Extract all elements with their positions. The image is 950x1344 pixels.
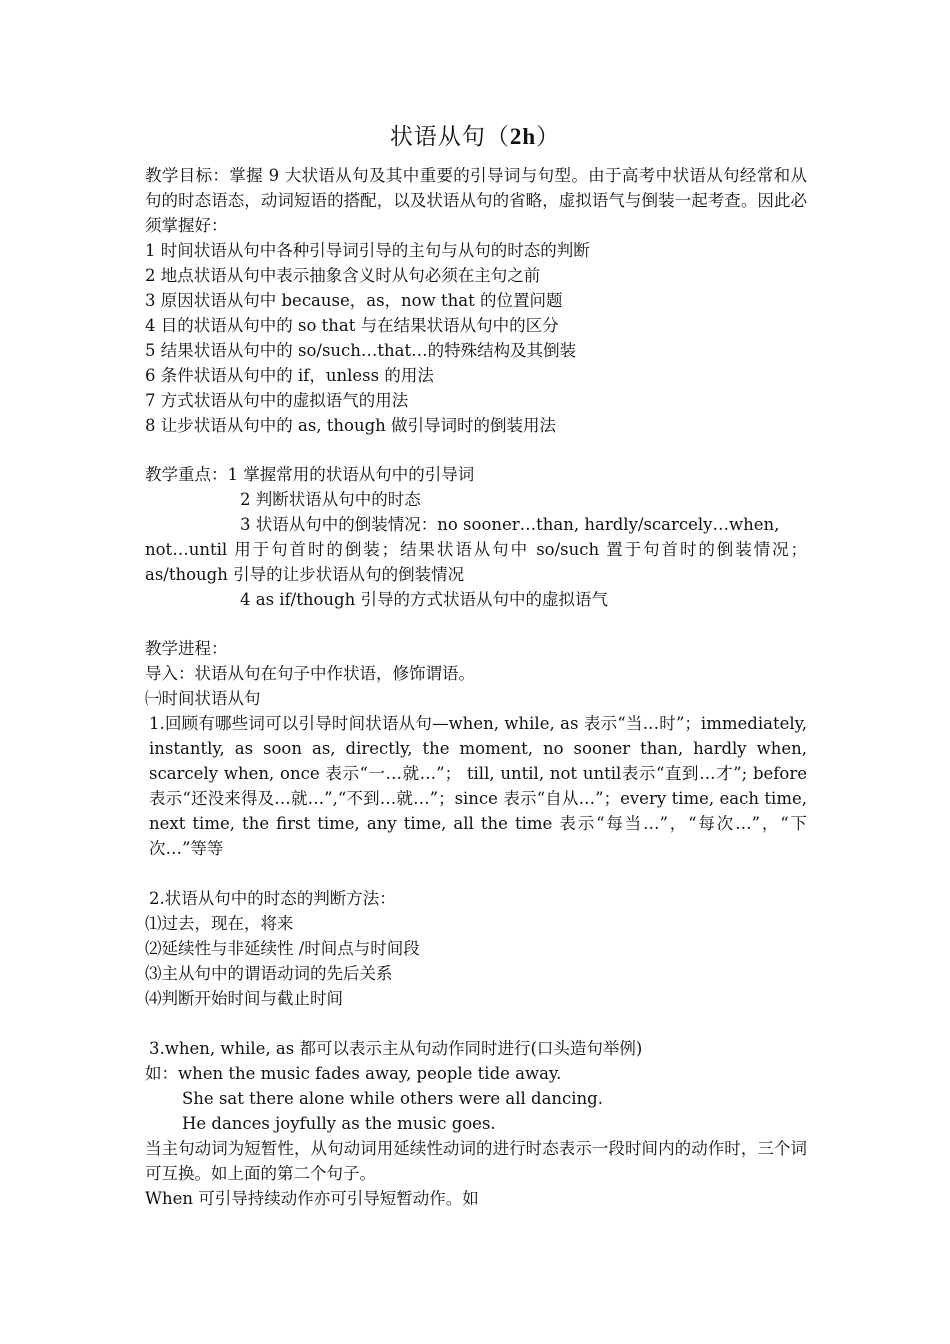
key-point-1: 教学重点：1 掌握常用的状语从句中的引导词 — [145, 465, 475, 484]
process-heading: 教学进程： — [145, 639, 228, 658]
section-time-clauses: ㈠时间状语从句 — [145, 689, 261, 708]
tense-rule: ⑴过去，现在，将来 — [145, 914, 294, 933]
process-section — [145, 636, 807, 861]
objective-item: 2 地点状语从句中表示抽象含义时从句必须在主句之前 — [145, 266, 541, 285]
objective-item: 1 时间状语从句中各种引导词引导的主句与从句的时态的判断 — [145, 241, 590, 260]
objective-item: 4 目的状语从句中的 so that 与在结果状语从句中的区分 — [145, 316, 559, 335]
objective-item: 3 原因状语从句中 because，as，now that 的位置问题 — [145, 291, 563, 310]
objectives-paragraph: 教学目标：掌握 9 大状语从句及其中重要的引导词与句型。由于高考中状语从句经常和从句的时态语态，动词短语的搭配，以及状语从句的省略，虚拟语气与倒装一起考查。因此必须掌握好： — [145, 166, 807, 235]
note-when: When 可引导持续动作亦可引导短暂动作。如 — [145, 1189, 479, 1208]
example-label: 如： — [145, 1064, 178, 1083]
example-line — [145, 1061, 807, 1086]
key-points-section — [145, 462, 807, 612]
page-title: 状语从句（2h） — [389, 124, 561, 150]
objective-item: 6 条件状语从句中的 if，unless 的用法 — [145, 366, 434, 385]
tense-rule: ⑶主从句中的谓语动词的先后关系 — [145, 964, 393, 983]
example-sentence: She sat there alone while others were all dancing. — [182, 1089, 603, 1108]
objective-item: 7 方式状语从句中的虚拟语气的用法 — [145, 391, 409, 410]
simultaneous-heading: 3.when, while, as 都可以表示主从句动作同时进行(口头造句举例) — [149, 1039, 643, 1058]
note-paragraph: 当主句动词为短暂性，从句动词用延续性动词的进行时态表示一段时间内的动作时，三个词可互换。如上面的第二个句子。 — [145, 1139, 807, 1183]
time-conjunctions-paragraph: 1.回顾有哪些词可以引导时间状语从句—when, while, as 表示“当…时”；immediately, instantly, as soon as, directly, the moment, no sooner than, hardly when, scarcely when, once 表示“一…就…”； till, until, not until表示“直到…才”; before 表示“还没来得及…就…”,“不到…就…”；since 表示“自从…”；every time, each time, next time, the first time, any time, all the time 表示“每当…”，“每次…”，“下次…”等等 — [149, 714, 807, 858]
tense-judgement-heading: 2.状语从句中的时态的判断方法： — [149, 889, 396, 908]
simultaneous-section — [145, 1036, 807, 1211]
example-sentence: when the music fades away, people tide away. — [178, 1064, 562, 1083]
tense-judgement-section — [145, 886, 807, 1011]
objective-item: 5 结果状语从句中的 so/such…that…的特殊结构及其倒装 — [145, 341, 577, 360]
tense-rule: ⑵延续性与非延续性 /时间点与时间段 — [145, 939, 420, 958]
objectives-section — [145, 163, 807, 438]
process-intro: 导入：状语从句在句子中作状语，修饰谓语。 — [145, 664, 475, 683]
key-point-2: 2 判断状语从句中的时态 — [240, 490, 421, 509]
key-point-3-continued: not…until 用于句首时的倒装；结果状语从句中 so/such 置于句首时的倒装情况；as/though 引导的让步状语从句的倒装情况 — [145, 540, 807, 584]
title-bold: 2h — [509, 124, 537, 149]
tense-rule: ⑷判断开始时间与截止时间 — [145, 989, 343, 1008]
key-point-4: 4 as if/though 引导的方式状语从句中的虚拟语气 — [240, 590, 608, 609]
objective-item: 8 让步状语从句中的 as, though 做引导词时的倒装用法 — [145, 416, 557, 435]
key-point-3: 3 状语从句中的倒装情况：no sooner…than, hardly/scarcely…when, — [240, 515, 780, 534]
example-sentence: He dances joyfully as the music goes. — [182, 1114, 496, 1133]
